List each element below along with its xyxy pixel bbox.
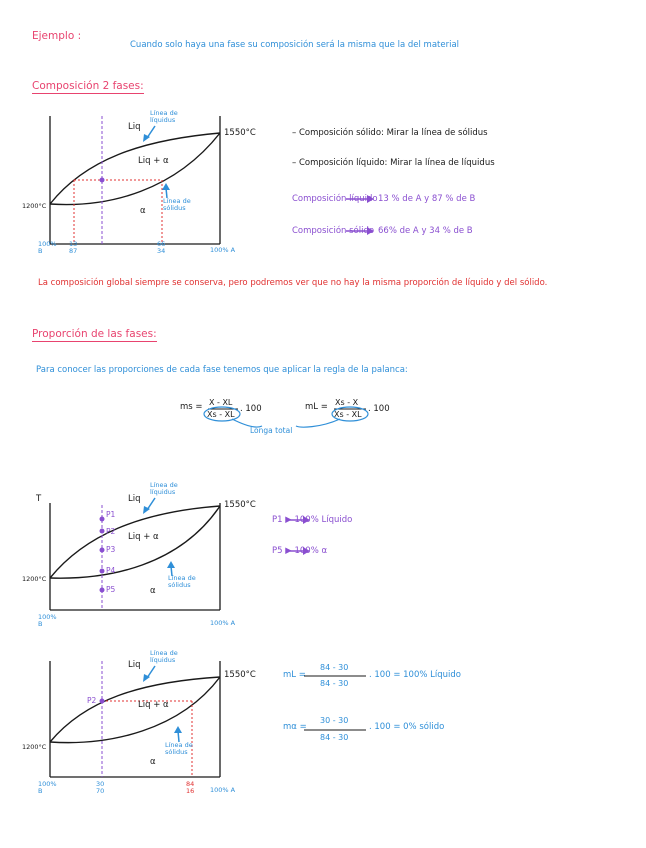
- ml-num: 84 - 30: [320, 663, 349, 672]
- diagram2-point-p1: [100, 517, 105, 522]
- diagram3-x-right: 100% A: [210, 786, 236, 794]
- formula-ms-den: Xs - XL: [207, 410, 235, 419]
- comp-solido-label: Composición sólido: [292, 226, 375, 236]
- formula-ml-lhs: mL =: [305, 402, 328, 412]
- diagram2-p4-label: P4: [106, 566, 116, 575]
- diagram2-liq-label: Liq: [128, 494, 141, 504]
- diagram2-liquidus-label: Línea de líquidus: [150, 481, 178, 496]
- global-composition-note: La composición global siempre se conserva, pero podremos ver que no hay la misma proporción de líquido y del sólido.: [38, 278, 548, 288]
- diagram2-p2-label: P2: [106, 527, 116, 536]
- diagram2-liq-alpha-label: Liq + α: [128, 532, 159, 542]
- diagram3-x-left: 100% B: [38, 780, 57, 795]
- diagram3-p2-label: P2: [87, 696, 97, 705]
- comp-solido-value: 66% de A y 34 % de B: [378, 226, 473, 236]
- formula-ms-num: X - XL: [209, 398, 233, 407]
- diagram2-t-axis: T: [36, 494, 42, 504]
- diagram3-tick1: 30 70: [96, 780, 105, 795]
- composicion-heading: Composición 2 fases:: [32, 80, 144, 92]
- ml-lhs: mL =: [283, 670, 306, 680]
- diagram2-point-p3: [100, 548, 105, 553]
- diagram3-liq-label: Liq: [128, 660, 141, 670]
- diagram3-t-left: 1200°C: [22, 743, 47, 751]
- proporcion-heading: Proporción de las fases:: [32, 328, 157, 340]
- diagram2-point-p2: [100, 529, 105, 534]
- diagram2-x-left: 100% B: [38, 613, 57, 628]
- diagram3-axes: [50, 661, 220, 777]
- diagram1-liq-label: Liq: [128, 122, 141, 132]
- malpha-den: 84 - 30: [320, 733, 349, 742]
- diagram3-liq-alpha-label: Liq + α: [138, 700, 169, 710]
- malpha-num: 30 - 30: [320, 716, 349, 725]
- diagram1-x-right: 100% A: [210, 246, 236, 254]
- diagram2-x-right: 100% A: [210, 619, 236, 627]
- diagram1-liquidus-label: Línea de líquidus: [150, 109, 178, 124]
- ejemplo-heading: Ejemplo :: [32, 30, 82, 42]
- formula-ms-times: . 100: [240, 404, 262, 414]
- diagram2-t-left: 1200°C: [22, 575, 47, 583]
- malpha-rhs: . 100 = 0% sólido: [369, 722, 445, 732]
- diagram3-t-top: 1550°C: [224, 670, 256, 680]
- diagram2-alpha-label: α: [150, 586, 156, 596]
- diagram3-liquidus-curve: [50, 677, 220, 742]
- diagram2-solidus-arrowhead: [167, 561, 175, 568]
- diagram3-point: [100, 699, 105, 704]
- comp-liquido-label: Composición líquido: [292, 194, 378, 204]
- malpha-lhs: mα =: [283, 722, 307, 732]
- diagram1-solidus-curve: [50, 133, 220, 205]
- diagram3-tick2: 84 16: [186, 780, 195, 795]
- diagram2-p5-label: P5: [106, 585, 116, 594]
- diagram2-t-top: 1550°C: [224, 500, 256, 510]
- diagram2-solidus-label: Línea de sólidus: [168, 574, 196, 589]
- proporcion-intro: Para conocer las proporciones de cada fase tenemos que aplicar la regla de la palanca:: [36, 365, 408, 375]
- ml-rhs: . 100 = 100% Líquido: [369, 670, 461, 680]
- ml-den: 84 - 30: [320, 679, 349, 688]
- diagram3-solidus-label: Línea de sólidus: [165, 741, 193, 756]
- diagram2-p3-label: P3: [106, 545, 116, 554]
- ejemplo-text: Cuando solo haya una fase su composición será la misma que la del material: [130, 40, 460, 50]
- formula-ml-times: . 100: [368, 404, 390, 414]
- diagram1-tick2: 66 34: [157, 240, 166, 255]
- diagram1-solidus-arrowhead: [162, 183, 170, 190]
- diagram1-x-left: 100% B: [38, 240, 57, 255]
- diagram3-liquidus-label: Línea de líquidus: [150, 649, 178, 664]
- diagram2-p1-label: P1: [106, 510, 116, 519]
- formula-ml-num: Xs - X: [335, 398, 359, 407]
- longitud-total-label: Longa total: [250, 426, 293, 435]
- diagram2-solidus-curve: [50, 506, 220, 578]
- diagram1-point: [100, 178, 105, 183]
- bullet-solido: – Composición sólido: Mirar la línea de sólidus: [292, 128, 488, 138]
- formula-ml-den: Xs - XL: [334, 410, 362, 419]
- diagram3-solidus-curve: [50, 677, 220, 743]
- diagram2-axes: [50, 503, 220, 610]
- formula-ms-lhs: ms =: [180, 402, 203, 412]
- p5-result: P5 ▶ 100% α: [272, 546, 328, 556]
- diagram1-tick1: 13 87: [69, 240, 78, 255]
- comp-liquido-value: 13 % de A y 87 % de B: [378, 194, 476, 204]
- purple-result-arrows: [290, 195, 374, 555]
- p1-result: P1 ▶ 100% Líquido: [272, 515, 353, 525]
- diagram1-alpha-label: α: [140, 206, 146, 216]
- diagram1-solidus-label: Línea de sólidus: [163, 197, 191, 212]
- diagram1-t-top: 1550°C: [224, 128, 256, 138]
- diagram2-point-p4: [100, 569, 105, 574]
- diagram3-alpha-label: α: [150, 757, 156, 767]
- diagram2-point-p5: [100, 588, 105, 593]
- diagram1-liq-alpha-label: Liq + α: [138, 156, 169, 166]
- diagram3-solidus-arrowhead: [174, 726, 182, 733]
- bullet-liquido: – Composición líquido: Mirar la línea de líquidus: [292, 158, 495, 168]
- diagram1-t-left: 1200°C: [22, 202, 47, 210]
